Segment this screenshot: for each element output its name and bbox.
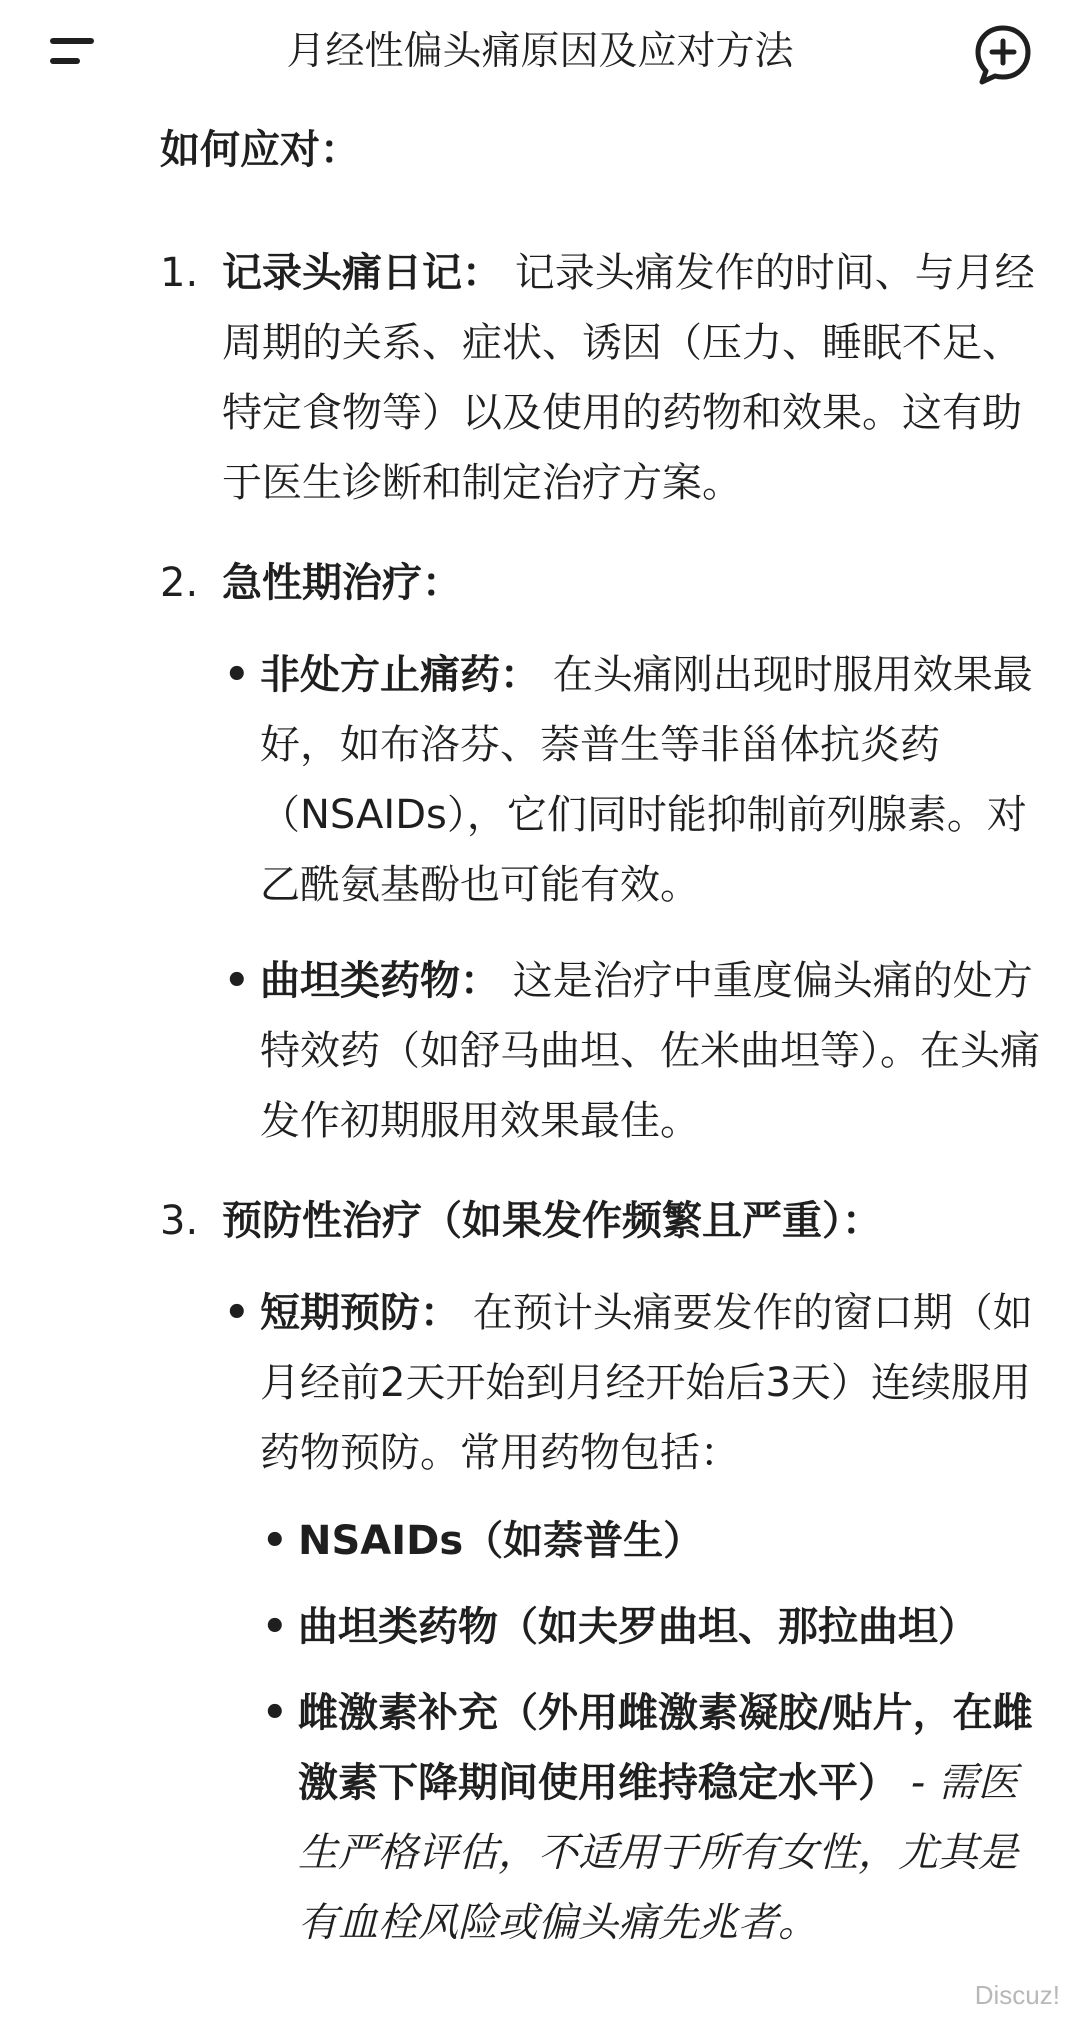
hamburger-menu-icon — [50, 38, 94, 44]
section-heading: 如何应对： — [160, 127, 360, 173]
sub-bullet-item — [260, 1678, 1040, 1958]
sub-bullet-item — [260, 1506, 1040, 1576]
bullet-label: 曲坦类药物： — [260, 958, 500, 1004]
bullet-text: 在预计头痛要发作的窗口期（如月经前2天开始到月经开始后3天）连续服用药物预防。常用药物包括： — [260, 1290, 1033, 1476]
bullet-dot-icon: • — [262, 1690, 288, 1736]
sub-bullet-item — [260, 1592, 1040, 1662]
sub-bullet-text: 曲坦类药物（如夫罗曲坦、那拉曲坦） — [298, 1604, 978, 1650]
step-number: 1. — [160, 250, 199, 296]
bullet-dot-icon: • — [224, 652, 250, 698]
sub-bullet-text: NSAIDs（如萘普生） — [298, 1518, 704, 1564]
step-item — [160, 238, 1040, 518]
bullet-item — [222, 1278, 1040, 1958]
new-chat-button[interactable] — [968, 20, 1038, 90]
bullet-item — [222, 946, 1040, 1156]
bullet-dot-icon: • — [224, 958, 250, 1004]
step-label: 记录头痛日记： — [222, 250, 502, 296]
top-app-bar — [0, 0, 1080, 104]
bullet-dot-icon: • — [224, 1290, 250, 1336]
bullet-label: 非处方止痛药： — [260, 652, 540, 698]
bullet-text: 在头痛刚出现时服用效果最好，如布洛芬、萘普生等非甾体抗炎药（NSAIDs），它们同时能抑制前列腺素。对乙酰氨基酚也可能有效。 — [260, 652, 1033, 908]
sub-bullet-list — [260, 1506, 1040, 1958]
step-label: 预防性治疗（如果发作频繁且严重）： — [222, 1198, 882, 1244]
step-label: 急性期治疗： — [222, 560, 462, 606]
step-number: 3. — [160, 1198, 199, 1244]
steps-list — [160, 238, 1040, 1958]
bullet-dot-icon: • — [262, 1604, 288, 1650]
bullet-item — [222, 640, 1040, 920]
response-content — [160, 118, 1040, 1988]
step-item — [160, 548, 1040, 1156]
bullet-list — [222, 1278, 1040, 1958]
bullet-dot-icon: • — [262, 1518, 288, 1564]
step-text: 记录头痛发作的时间、与月经周期的关系、症状、诱因（压力、睡眠不足、特定食物等）以及使用的药物和效果。这有助于医生诊断和制定治疗方案。 — [222, 250, 1035, 506]
watermark: Discuz! — [974, 1980, 1060, 2010]
page-title: 月经性偏头痛原因及应对方法 — [286, 29, 794, 74]
step-number: 2. — [160, 560, 199, 606]
add-chat-icon — [968, 20, 1038, 90]
bullet-label: 短期预防： — [260, 1290, 460, 1336]
hamburger-menu-icon-short-line — [50, 58, 80, 64]
sub-bullet-text: 雌激素补充（外用雌激素凝胶/贴片，在雌激素下降期间使用维持稳定水平） — [298, 1690, 1033, 1806]
bullet-text: 这是治疗中重度偏头痛的处方特效药（如舒马曲坦、佐米曲坦等）。在头痛发作初期服用效果最佳。 — [260, 958, 1040, 1144]
menu-button[interactable] — [40, 30, 104, 74]
sub-bullet-note: - 需医生严格评估，不适用于所有女性，尤其是有血栓风险或偏头痛先兆者。 — [298, 1760, 1018, 1946]
bullet-list — [222, 640, 1040, 1156]
step-item — [160, 1186, 1040, 1958]
